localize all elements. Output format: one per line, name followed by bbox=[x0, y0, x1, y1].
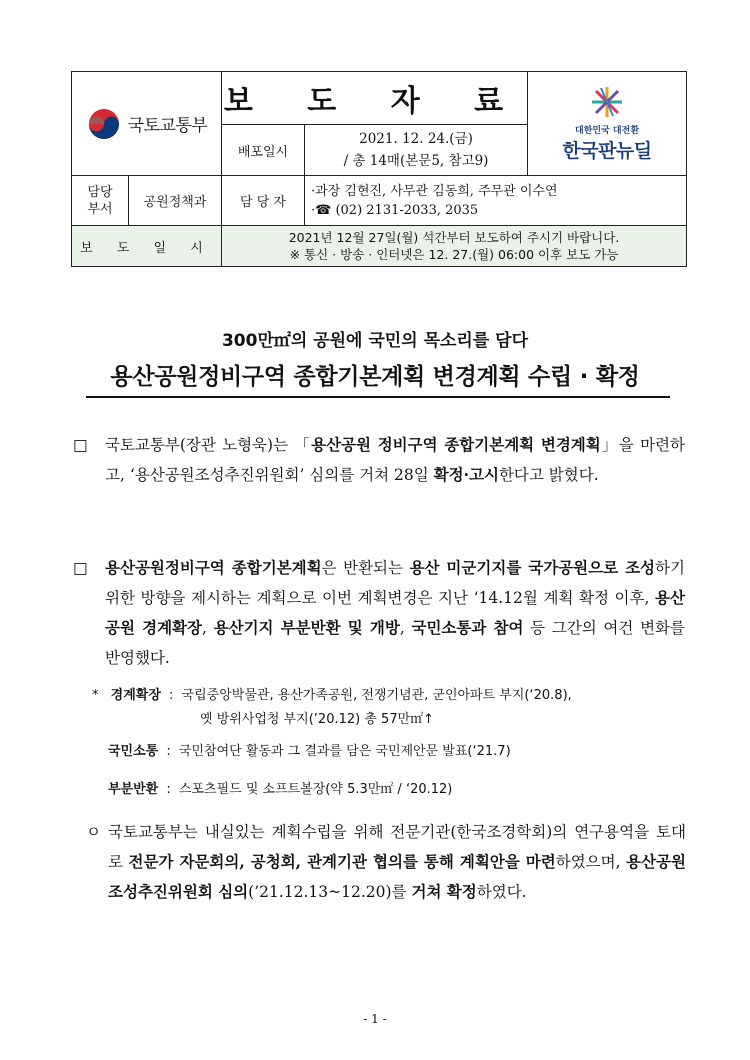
release-line-1: 2021년 12월 27일(월) 석간부터 보도하여 주시기 바랍니다. bbox=[288, 230, 620, 245]
square-bullet: □ bbox=[73, 559, 88, 577]
new-deal-slogan: 대한민국 대전환 bbox=[575, 125, 640, 136]
bold-text: 국민소통과 참여 bbox=[411, 618, 524, 637]
note-text: 국립중앙박물관, 용산가족공원, 전쟁기념관, 군인아파트 부지(‘20.8), bbox=[181, 688, 572, 703]
bold-text: 용산공원조성추진위원회 심의 bbox=[108, 852, 686, 901]
dept-label: 담당 부서 bbox=[72, 176, 129, 225]
new-deal-logo bbox=[528, 72, 687, 176]
circle-bullet: ㅇ bbox=[86, 823, 101, 841]
bold-text: 용산 미군기지를 국가공원으로 조성 bbox=[409, 558, 656, 577]
note-text: 스포츠필드 및 소프트볼장(약 5.3만㎡ / ‘20.12) bbox=[178, 782, 453, 797]
text-segment: 」을 마련하고, ‘용산공원조성추진위원회’ 심의를 거쳐 28일 bbox=[105, 436, 685, 484]
note-row bbox=[108, 778, 452, 797]
note-colon: : bbox=[166, 744, 171, 759]
staff-names: ·과장 김현진, 사무관 김동희, 주무관 이수연 bbox=[311, 183, 558, 199]
staff-phone: ·☎ (02) 2131-2033, 2035 bbox=[311, 202, 479, 218]
text-segment: 하기 위한 방향을 제시하는 계획으로 이번 계획변경은 지난 ‘14.12월 계획 확정 이후, bbox=[105, 559, 685, 607]
new-deal-star-icon bbox=[590, 85, 624, 119]
ministry-logo bbox=[72, 72, 222, 176]
text-segment: (’21.12.13~12.20)를 bbox=[248, 883, 412, 901]
note-row bbox=[92, 684, 572, 703]
dept-value: 공원정책과 bbox=[143, 195, 207, 210]
note-text: 국민참여단 활동과 그 결과를 담은 국민제안문 발표(‘21.7) bbox=[178, 744, 511, 759]
paragraph-2-text bbox=[105, 553, 685, 673]
text-segment: 은 반환되는 bbox=[321, 559, 410, 577]
dept-row bbox=[72, 176, 222, 226]
paragraph-1 bbox=[73, 430, 685, 490]
square-bullet: □ bbox=[73, 436, 88, 454]
bold-text: 거쳐 확정 bbox=[411, 882, 477, 901]
paragraph-3-text bbox=[108, 817, 686, 907]
text-segment: 는 「 bbox=[273, 436, 312, 454]
text-segment: 등 그간의 여건 변화를 반영했다. bbox=[105, 619, 685, 667]
text-segment: , bbox=[202, 619, 214, 637]
text-segment: 의 연구용역을 토대로 bbox=[108, 823, 686, 871]
paragraph-1-text bbox=[105, 430, 685, 490]
paragraph-3 bbox=[86, 817, 686, 907]
bold-text: 용산공원정비구역 종합기본계획 bbox=[105, 558, 322, 577]
header-table bbox=[71, 71, 687, 267]
distribution-date: 2021. 12. 24.(금) bbox=[359, 131, 473, 147]
new-deal-name: 한국판뉴딜 bbox=[562, 139, 652, 162]
note-row bbox=[108, 740, 511, 759]
release-line-2: ※ 통신 · 방송 · 인터넷은 12. 27.(월) 06:00 이후 보도 가능 bbox=[289, 247, 619, 262]
text-segment: 하였으며, bbox=[555, 853, 627, 871]
note-star: * bbox=[92, 688, 99, 703]
distribution-value bbox=[305, 125, 528, 176]
note-row bbox=[200, 708, 434, 727]
taegeuk-logo-icon bbox=[86, 106, 122, 142]
text-segment: (장관 노형욱) bbox=[179, 436, 274, 454]
bold-text: 확정·고시 bbox=[433, 465, 499, 484]
staff-contact bbox=[305, 176, 687, 226]
text-segment: 국토교통부 bbox=[105, 436, 180, 454]
note-colon: : bbox=[169, 688, 174, 703]
note-colon: : bbox=[166, 782, 171, 797]
text-segment: 하였다. bbox=[476, 883, 527, 901]
text-segment: , bbox=[399, 619, 412, 637]
bold-text: 용산기지 부분반환 및 개방 bbox=[213, 618, 400, 637]
paragraph-2 bbox=[73, 553, 685, 673]
subtitle: 300만㎡의 공원에 국민의 목소리를 담다 bbox=[221, 331, 529, 351]
page-number: - 1 - bbox=[363, 1012, 387, 1026]
staff-label: 담 당 자 bbox=[222, 176, 305, 226]
headline-underline bbox=[86, 396, 670, 398]
ministry-name: 국토교통부 bbox=[127, 116, 208, 136]
text-segment: 국토교통부는 내실있는 계획수립을 위해 전문기관 bbox=[108, 823, 451, 841]
bold-text: 전문가 자문회의, 공청회, 관계기관 협의를 통해 계획안을 마련 bbox=[128, 852, 556, 871]
distribution-pages: / 총 14매(본문5, 참고9) bbox=[343, 153, 489, 169]
release-label: 보 도 일 시 bbox=[72, 226, 222, 267]
bold-text: 용산공원 정비구역 종합기본계획 변경계획 bbox=[311, 435, 601, 454]
note-label: 국민소통 bbox=[108, 744, 159, 759]
bold-text: 용산공원 경계확장 bbox=[105, 588, 685, 637]
note-text: 옛 방위사업청 부지(’20.12) 총 57만㎡↑ bbox=[200, 712, 435, 727]
text-segment: (한국조경학회) bbox=[450, 823, 553, 841]
note-label: 부분반환 bbox=[108, 782, 159, 797]
headline: 용산공원정비구역 종합기본계획 변경계획 수립 · 확정 bbox=[110, 364, 640, 390]
distribution-label: 배포일시 bbox=[222, 125, 305, 176]
text-segment: 한다고 밝혔다. bbox=[498, 466, 599, 484]
note-label: 경계확장 bbox=[110, 688, 161, 703]
release-value bbox=[222, 226, 687, 267]
press-release-title: 보 도 자 료 bbox=[222, 72, 528, 125]
